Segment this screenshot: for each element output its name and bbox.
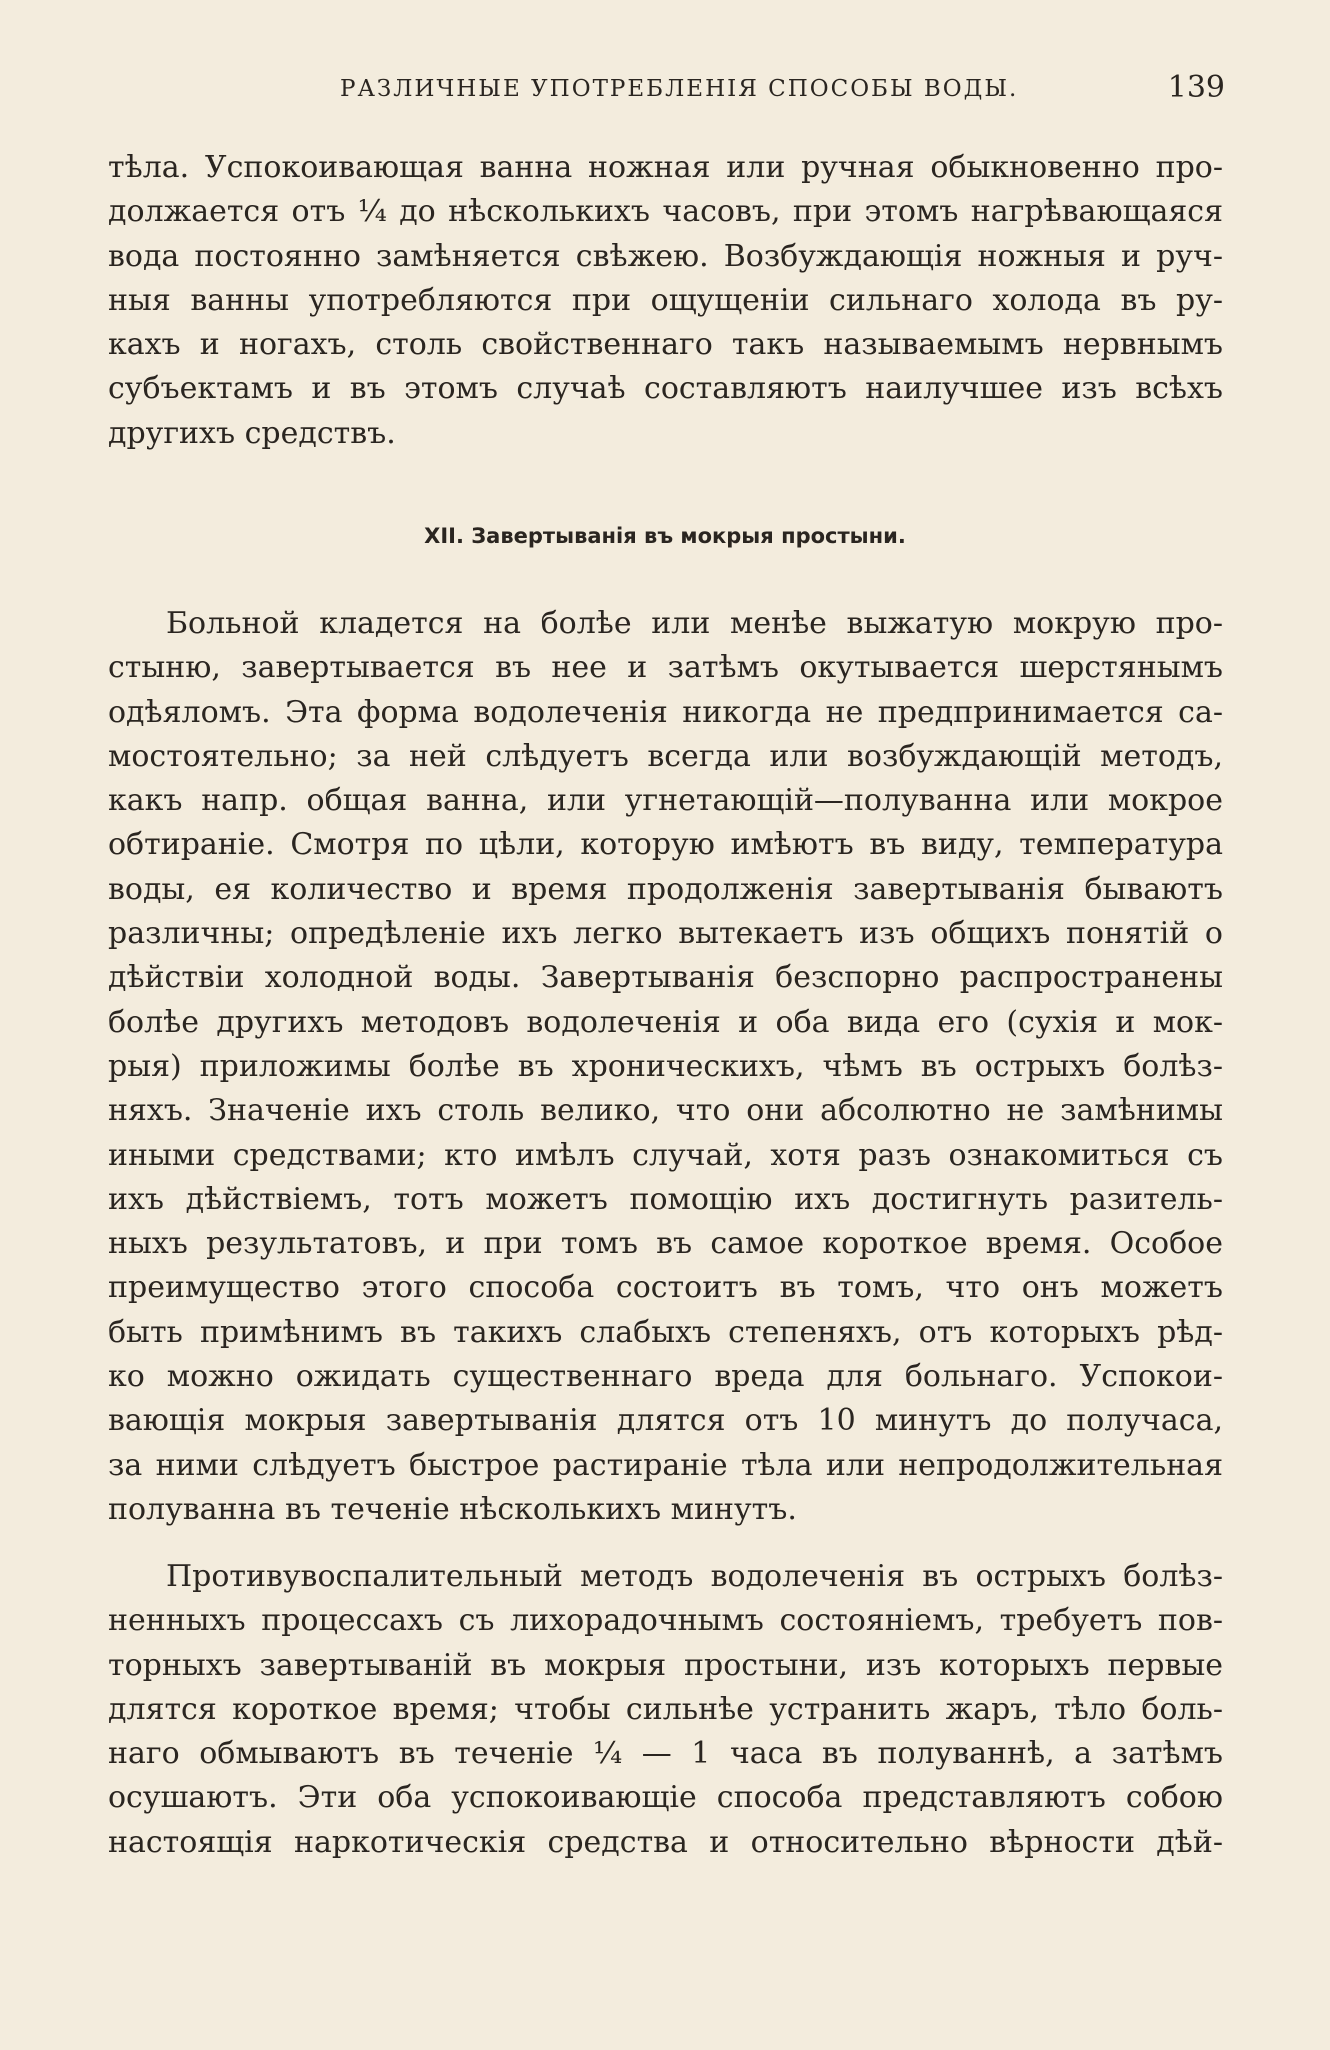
text-line: вода постоянно замѣняется свѣжею. Возбуждающія ножныя и руч- bbox=[108, 238, 1223, 274]
text-line: Противувоспалительный методъ водолеченія въ острыхъ болѣз- bbox=[166, 1559, 1223, 1594]
text-line: должается отъ ¼ до нѣсколькихъ часовъ, при этомъ нагрѣвающаяся bbox=[108, 194, 1223, 230]
text-line: мостоятельно; за ней слѣдуетъ всегда или возбуждающій методъ, bbox=[108, 738, 1223, 774]
paragraph bbox=[108, 1555, 1223, 1865]
text-line: настоящія наркотическія средства и относительно вѣрности дѣй- bbox=[108, 1824, 1223, 1860]
text-line: Больной кладется на болѣе или менѣе выжатую мокрую про- bbox=[166, 606, 1223, 641]
paragraph bbox=[108, 602, 1223, 1532]
text-line: ныя ванны употребляются при ощущеніи сильнаго холода въ ру- bbox=[108, 282, 1223, 318]
text-line: субъектамъ и въ этомъ случаѣ составляютъ наилучшее изъ всѣхъ bbox=[108, 371, 1223, 407]
text-line: какъ напр. общая ванна, или угнетающій—полуванна или мокрое bbox=[108, 783, 1223, 819]
text-line: болѣе другихъ методовъ водолеченія и оба вида его (сухія и мок- bbox=[108, 1004, 1223, 1040]
text-line: ко можно ожидать существеннаго вреда для больнаго. Успокои- bbox=[108, 1359, 1223, 1395]
text-line: торныхъ завертываній въ мокрыя простыни, изъ которыхъ первые bbox=[108, 1647, 1223, 1683]
text-line: кахъ и ногахъ, столь свойственнаго такъ называемымъ нервнымъ bbox=[108, 327, 1223, 363]
paragraph-continuation bbox=[108, 146, 1223, 456]
text-line: обтираніе. Смотря по цѣли, которую имѣютъ въ виду, температура bbox=[108, 827, 1223, 863]
text-line: преимущество этого способа состоитъ въ томъ, что онъ можетъ bbox=[108, 1270, 1223, 1306]
text-line: дѣйствіи холодной воды. Завертыванія безспорно распространены bbox=[108, 960, 1223, 996]
text-line: ненныхъ процессахъ съ лихорадочнымъ состояніемъ, требуетъ пов- bbox=[108, 1603, 1223, 1639]
running-title: РАЗЛИЧНЫЕ УПОТРЕБЛЕНІЯ СПОСОБЫ ВОДЫ. bbox=[340, 76, 1019, 102]
text-line: стыню, завертывается въ нее и затѣмъ окутывается шерстянымъ bbox=[108, 650, 1223, 686]
text-line: няхъ. Значеніе ихъ столь велико, что они абсолютно не замѣнимы bbox=[108, 1093, 1223, 1129]
text-line: тѣла. Успокоивающая ванна ножная или ручная обыкновенно про- bbox=[108, 150, 1223, 185]
text-line: ихъ дѣйствіемъ, тотъ можетъ помощію ихъ достигнуть разитель- bbox=[108, 1181, 1223, 1217]
running-head bbox=[110, 70, 1225, 110]
text-line: воды, ея количество и время продолженія завертыванія бываютъ bbox=[108, 871, 1223, 907]
text-line: осушаютъ. Эти оба успокоивающіе способа представляютъ собою bbox=[108, 1780, 1223, 1816]
text-line: одѣяломъ. Эта форма водолеченія никогда не предпринимается са- bbox=[108, 694, 1223, 730]
text-line: ныхъ результатовъ, и при томъ въ самое короткое время. Особое bbox=[108, 1226, 1223, 1262]
text-line: рыя) приложимы болѣе въ хроническихъ, чѣмъ въ острыхъ болѣз- bbox=[108, 1048, 1223, 1084]
section-heading: XII. Завертыванія въ мокрыя простыни. bbox=[424, 524, 906, 548]
text-line: различны; опредѣленіе ихъ легко вытекаетъ изъ общихъ понятій о bbox=[108, 916, 1223, 952]
text-line: за ними слѣдуетъ быстрое растираніе тѣла или непродолжительная bbox=[108, 1447, 1223, 1483]
text-line: другихъ средствъ. bbox=[108, 415, 396, 451]
text-line: полуванна въ теченіе нѣсколькихъ минутъ. bbox=[108, 1491, 797, 1527]
text-line: быть примѣнимъ въ такихъ слабыхъ степеняхъ, отъ которыхъ рѣд- bbox=[108, 1314, 1223, 1350]
page-number: 139 bbox=[1167, 70, 1225, 105]
text-line: вающія мокрыя завертыванія длятся отъ 10 минутъ до получаса, bbox=[108, 1403, 1223, 1439]
text-line: наго обмываютъ въ теченіе ¼ — 1 часа въ полуваннѣ, а затѣмъ bbox=[108, 1736, 1223, 1772]
text-line: длятся короткое время; чтобы сильнѣе устранить жаръ, тѣло боль- bbox=[108, 1691, 1223, 1727]
text-line: иными средствами; кто имѣлъ случай, хотя разъ ознакомиться съ bbox=[108, 1137, 1223, 1173]
